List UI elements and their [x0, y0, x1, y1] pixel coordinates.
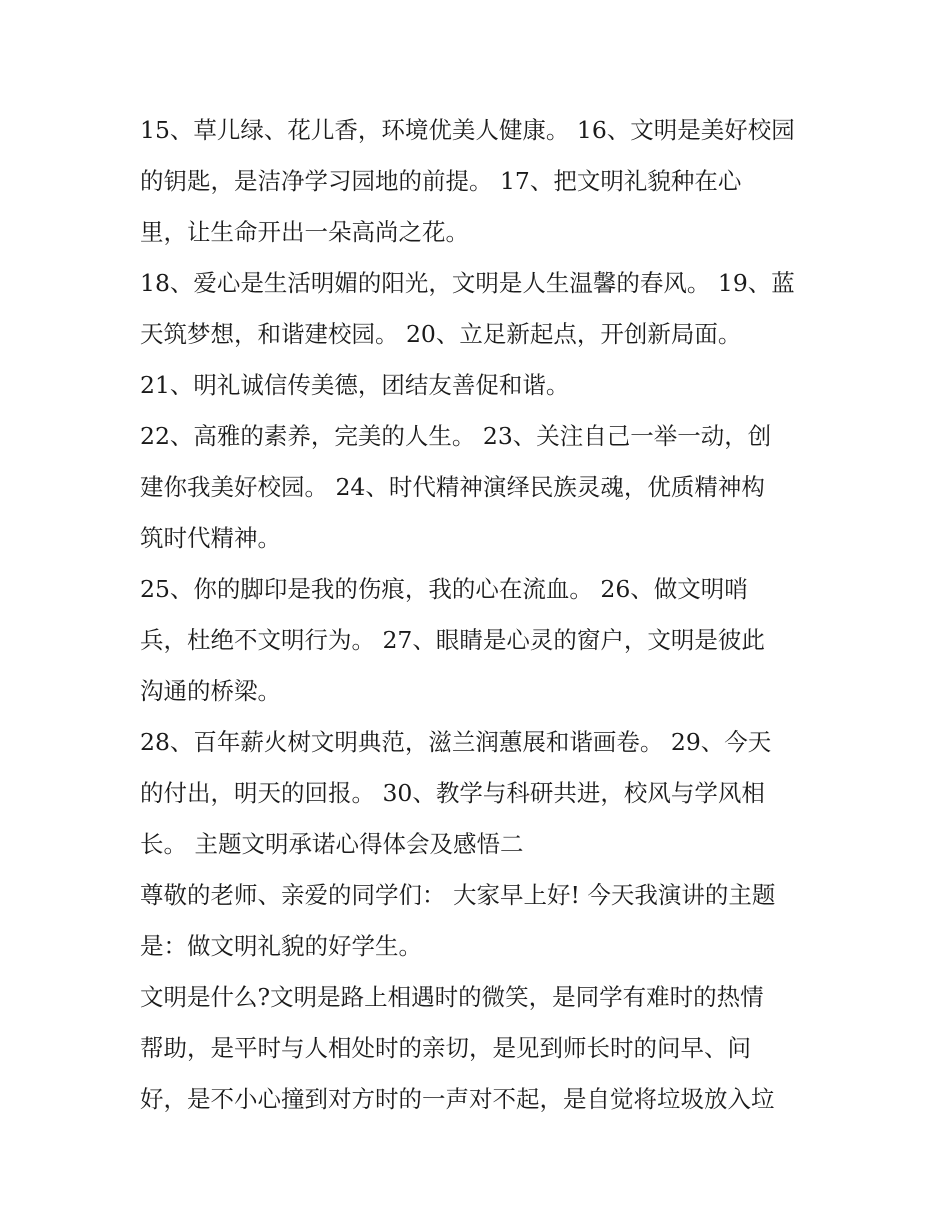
text-line: 里，让生命开出一朵高尚之花。 [140, 218, 469, 246]
text-line: 22、高雅的素养，完美的人生。 23、关注自己一举一动，创 [140, 422, 772, 450]
text-line: 筑时代精神。 [140, 524, 281, 552]
text-line: 建你我美好校园。 24、时代精神演绎民族灵魂，优质精神构 [140, 473, 765, 501]
document-body [140, 105, 820, 1125]
text-line: 15、草儿绿、花儿香，环境优美人健康。 16、文明是美好校园 [140, 116, 795, 144]
text-line: 28、百年薪火树文明典范，滋兰润蕙展和谐画卷。 29、今天 [140, 728, 772, 756]
text-line: 长。 主题文明承诺心得体会及感悟二 [140, 830, 524, 858]
text-line: 25、你的脚印是我的伤痕，我的心在流血。 26、做文明哨 [140, 575, 748, 603]
text-line: 18、爱心是生活明媚的阳光，文明是人生温馨的春风。 19、蓝 [140, 269, 795, 297]
text-line: 21、明礼诚信传美德，团结友善促和谐。 [140, 371, 570, 399]
text-line: 好，是不小心撞到对方时的一声对不起，是自觉将垃圾放入垃 [140, 1085, 775, 1113]
text-line: 的付出，明天的回报。 30、教学与科研共进，校风与学风相 [140, 779, 765, 807]
text-line: 文明是什么?文明是路上相遇时的微笑，是同学有难时的热情 [140, 983, 764, 1011]
text-line: 是：做文明礼貌的好学生。 [140, 932, 422, 960]
text-line: 兵，杜绝不文明行为。 27、眼睛是心灵的窗户，文明是彼此 [140, 626, 765, 654]
text-line: 尊敬的老师、亲爱的同学们： 大家早上好! 今天我演讲的主题 [140, 881, 776, 909]
text-line: 沟通的桥梁。 [140, 677, 281, 705]
text-line: 天筑梦想，和谐建校园。 20、立足新起点，开创新局面。 [140, 320, 742, 348]
text-line: 的钥匙，是洁净学习园地的前提。 17、把文明礼貌种在心 [140, 167, 742, 195]
text-line: 帮助，是平时与人相处时的亲切，是见到师长时的问早、问 [140, 1034, 751, 1062]
